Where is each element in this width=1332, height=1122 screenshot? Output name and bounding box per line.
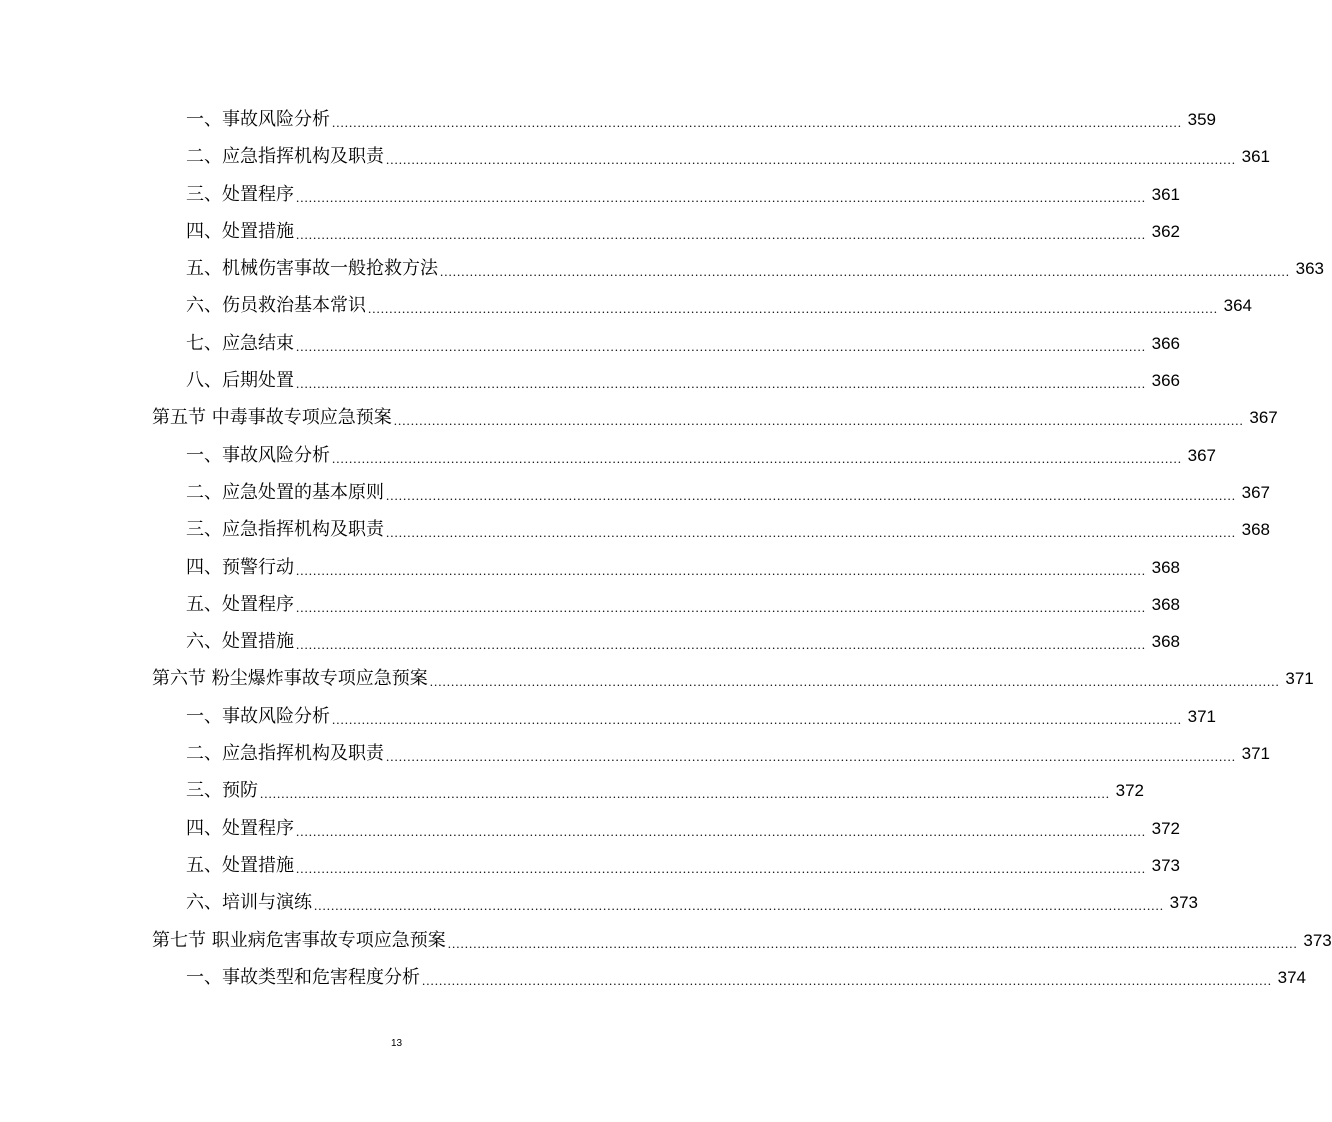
toc-entry-page: 368 [1151, 594, 1180, 614]
table-of-contents [0, 101, 1332, 996]
toc-entry-number: 一、 [186, 109, 222, 130]
toc-entry-page: 371 [1241, 744, 1270, 764]
toc-entry-page: 372 [1151, 818, 1180, 838]
toc-entry-number: 四、 [186, 220, 222, 242]
toc-entry-title: 粉尘爆炸事故专项应急预案 [211, 668, 428, 690]
dot-leader: ........................................................................................................................................................................................................ [447, 935, 1298, 951]
toc-subsection-entry[interactable] [0, 884, 1198, 921]
toc-subsection-entry[interactable] [0, 511, 1270, 548]
dot-leader: ........................................................................................................................................................................................................ [386, 525, 1236, 541]
dot-leader: ........................................................................................................................................................................................................ [368, 301, 1218, 317]
dot-leader: ........................................................................................................................................................................................................ [296, 376, 1146, 392]
toc-entry-number: 三、 [186, 183, 222, 205]
page-number: 13 [390, 1038, 403, 1049]
toc-entry-page: 367 [1249, 408, 1278, 428]
toc-entry-number: 六、 [186, 295, 222, 317]
toc-entry-page: 359 [1187, 110, 1216, 129]
toc-entry-page: 368 [1151, 632, 1180, 652]
toc-entry-title: 事故类型和危害程度分析 [222, 966, 420, 988]
toc-entry-page: 368 [1241, 520, 1270, 540]
dot-leader: ........................................................................................................................................................................................................ [296, 599, 1146, 615]
toc-entry-title: 处置程序 [222, 183, 294, 205]
toc-entry-page: 371 [1285, 669, 1314, 689]
toc-subsection-entry[interactable] [0, 735, 1270, 772]
toc-entry-title: 事故风险分析 [222, 444, 330, 466]
toc-subsection-entry[interactable] [0, 250, 1324, 287]
dot-leader: ........................................................................................................................................................................................................ [296, 823, 1146, 839]
toc-entry-number: 第七节 [152, 929, 212, 951]
toc-subsection-entry[interactable] [0, 698, 1216, 735]
toc-entry-number: 二、 [186, 481, 222, 503]
toc-entry-title: 应急结束 [222, 332, 294, 354]
toc-entry-number: 六、 [186, 892, 222, 914]
toc-entry-number: 第五节 [152, 407, 212, 429]
toc-entry-page: 367 [1187, 445, 1216, 465]
toc-entry-number: 四、 [186, 556, 222, 578]
toc-subsection-entry[interactable] [0, 138, 1270, 175]
toc-entry-number: 六、 [186, 631, 222, 653]
toc-entry-page: 366 [1151, 333, 1180, 353]
toc-entry-title: 机械伤害事故一般抢救方法 [222, 258, 438, 280]
dot-leader: ........................................................................................................................................................................................................ [296, 860, 1146, 876]
toc-entry-number: 一、 [186, 705, 222, 727]
toc-entry-number: 三、 [186, 780, 222, 802]
toc-entry-page: 373 [1151, 855, 1180, 875]
toc-entry-page: 366 [1151, 371, 1180, 391]
toc-section-entry[interactable] [0, 399, 1278, 436]
dot-leader: ........................................................................................................................................................................................................ [386, 152, 1236, 168]
toc-entry-number: 八、 [186, 370, 222, 392]
toc-subsection-entry[interactable] [0, 810, 1180, 847]
toc-subsection-entry[interactable] [0, 772, 1144, 809]
toc-section-entry[interactable] [0, 660, 1314, 697]
toc-subsection-entry[interactable] [0, 847, 1180, 884]
toc-entry-page: 361 [1241, 147, 1270, 167]
toc-entry-title: 应急指挥机构及职责 [222, 743, 384, 765]
toc-entry-title: 预防 [222, 780, 258, 802]
toc-entry-number: 五、 [186, 258, 222, 280]
toc-subsection-entry[interactable] [0, 623, 1180, 660]
dot-leader: ........................................................................................................................................................................................................ [314, 898, 1164, 914]
toc-entry-title: 应急指挥机构及职责 [222, 519, 384, 541]
toc-entry-title: 处置程序 [222, 593, 294, 615]
toc-subsection-entry[interactable] [0, 474, 1270, 511]
dot-leader: ........................................................................................................................................................................................................ [440, 264, 1290, 280]
toc-entry-number: 四、 [186, 817, 222, 839]
toc-entry-title: 中毒事故专项应急预案 [211, 407, 392, 429]
toc-entry-page: 361 [1151, 184, 1180, 204]
dot-leader: ........................................................................................................................................................................................................ [296, 226, 1146, 242]
toc-section-entry[interactable] [0, 922, 1332, 959]
toc-entry-number: 七、 [186, 332, 222, 354]
toc-subsection-entry[interactable] [0, 549, 1180, 586]
toc-entry-page: 368 [1151, 557, 1180, 577]
toc-entry-page: 373 [1303, 930, 1332, 950]
toc-subsection-entry[interactable] [0, 362, 1180, 399]
toc-subsection-entry[interactable] [0, 176, 1180, 213]
toc-subsection-entry[interactable] [0, 959, 1306, 996]
toc-entry-number: 一、 [186, 444, 222, 466]
toc-entry-number: 二、 [186, 743, 222, 765]
toc-entry-title: 职业病危害事故专项应急预案 [211, 929, 446, 951]
dot-leader: ........................................................................................................................................................................................................ [386, 487, 1236, 503]
toc-entry-title: 培训与演练 [222, 892, 312, 914]
dot-leader: ........................................................................................................................................................................................................ [296, 637, 1146, 653]
dot-leader: ........................................................................................................................................................................................................ [393, 413, 1244, 429]
toc-entry-number: 五、 [186, 854, 222, 876]
toc-entry-title: 事故风险分析 [222, 109, 330, 130]
dot-leader: ........................................................................................................................................................................................................ [429, 674, 1280, 690]
toc-entry-page: 363 [1295, 259, 1324, 279]
toc-entry-title: 处置程序 [222, 817, 294, 839]
toc-entry-title: 处置措施 [222, 854, 294, 876]
toc-entry-page: 374 [1277, 967, 1306, 987]
dot-leader: ........................................................................................................................................................................................................ [260, 786, 1110, 802]
toc-entry-title: 后期处置 [222, 370, 294, 392]
dot-leader: ........................................................................................................................................................................................................ [296, 562, 1146, 578]
dot-leader: ........................................................................................................................................................................................................ [386, 749, 1236, 765]
dot-leader: ........................................................................................................................................................................................................ [296, 338, 1146, 354]
toc-entry-title: 应急指挥机构及职责 [222, 146, 384, 168]
toc-subsection-entry[interactable] [0, 437, 1216, 474]
toc-entry-number: 第六节 [152, 668, 212, 690]
toc-entry-title: 应急处置的基本原则 [222, 481, 384, 503]
toc-entry-number: 三、 [186, 519, 222, 541]
toc-entry-page: 362 [1151, 221, 1180, 241]
dot-leader: ........................................................................................................................................................................................................ [332, 711, 1182, 727]
toc-subsection-entry[interactable] [0, 325, 1180, 362]
toc-entry-title: 处置措施 [222, 220, 294, 242]
dot-leader: ........................................................................................................................................................................................................ [296, 189, 1146, 205]
toc-entry-title: 预警行动 [222, 556, 294, 578]
toc-entry-page: 372 [1115, 781, 1144, 801]
dot-leader: ........................................................................................................................................................................................................ [332, 450, 1182, 466]
toc-entry-page: 371 [1187, 706, 1216, 726]
toc-entry-number: 二、 [186, 146, 222, 168]
toc-subsection-entry[interactable] [0, 101, 1216, 138]
toc-entry-number: 一、 [186, 966, 222, 988]
toc-entry-page: 367 [1241, 482, 1270, 502]
toc-subsection-entry[interactable] [0, 213, 1180, 250]
toc-entry-title: 处置措施 [222, 631, 294, 653]
dot-leader: ........................................................................................................................................................................................................ [332, 115, 1182, 130]
dot-leader: ........................................................................................................................................................................................................ [422, 972, 1272, 988]
toc-entry-page: 364 [1223, 296, 1252, 316]
toc-entry-page: 373 [1169, 893, 1198, 913]
toc-entry-title: 伤员救治基本常识 [222, 295, 366, 317]
toc-entry-title: 事故风险分析 [222, 705, 330, 727]
toc-subsection-entry[interactable] [0, 586, 1180, 623]
toc-entry-number: 五、 [186, 593, 222, 615]
toc-subsection-entry[interactable] [0, 287, 1252, 324]
